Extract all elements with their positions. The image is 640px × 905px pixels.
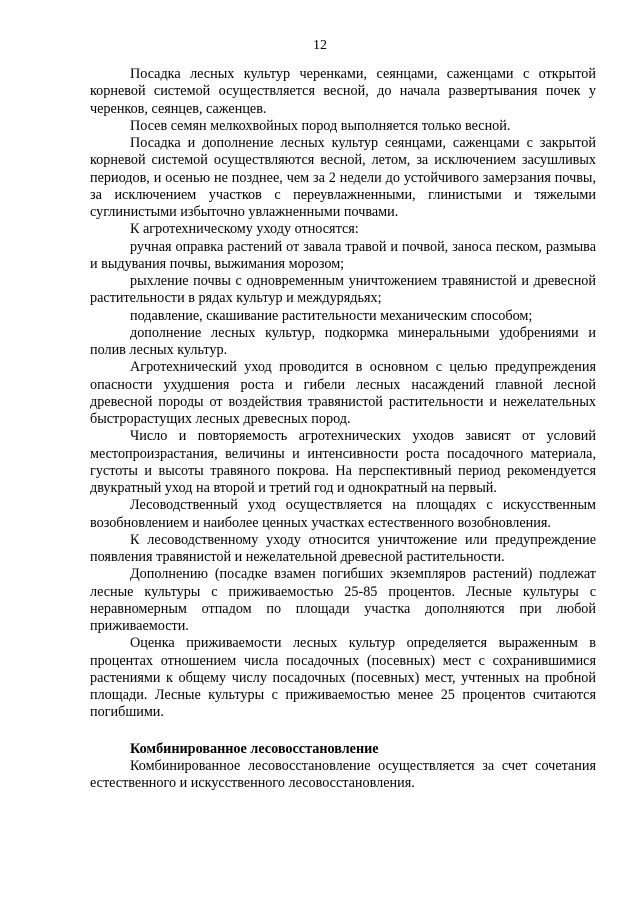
section-heading: Комбинированное лесовосстановление [130,740,379,757]
list-item-manual-adjustment: ручная оправка растений от завала травой и почвой, заноса песком, размыва и выдувания почвы, выжимания морозом; [90,238,596,272]
paragraph-silvicultural-care: Лесоводственный уход осуществляется на площадях с искусственным возобновлением и наиболее ценных участках естественного возобновления. [90,497,596,531]
document-body [90,66,596,792]
list-item-supplementing-fertilizing: дополнение лесных культур, подкормка минеральными удобрениями и полив лесных культур. [90,324,596,358]
paragraph-supplementing: Дополнению (посадке взамен погибших экземпляров растений) подлежат лесные культуры с приживаемостью 25-85 процентов. Лесные культуры с неравномерным отпадом по площади участка дополняются при любой приживаемости. [90,566,596,634]
paragraph-planting-open-roots: Посадка лесных культур черенками, сеянцами, саженцами с открытой корневой системой осуществляется весной, до начала развертывания почек у черенков, сеянцев, саженцев. [90,66,596,117]
paragraph-care-frequency: Число и повторяемость агротехнических уходов зависят от условий местопроизрастания, величины и интенсивности роста посадочного материала, густоты и высоты травяного покрова. На перспективный период рекомендуется двукратный уход на второй и третий год и однократный на первый. [90,428,596,496]
paragraph-silvicultural-care-scope: К лесоводственному уходу относится уничтожение или предупреждение появления травянистой и нежелательной древесной растительности. [90,531,596,565]
section-paragraph: Комбинированное лесовосстановление осуществляется за счет сочетания естественного и искусственного лесовосстановления. [90,757,596,791]
list-item-soil-loosening: рыхление почвы с одновременным уничтожением травянистой и древесной растительности в рядах культур и междурядьях; [90,273,596,307]
paragraph-sowing-seeds: Посев семян мелкохвойных пород выполняется только весной. [130,117,511,134]
list-item-vegetation-suppression: подавление, скашивание растительности механическим способом; [130,307,533,324]
page-number: 12 [313,38,327,53]
paragraph-agrotech-care-purpose: Агротехнический уход проводится в основном с целью предупреждения опасности ухудшения роста и гибели лесных насаждений главной лесной древесной породы от воздействия травянистой растительности и нежелательных быстрорастущих лесных древесных пород. [90,359,596,427]
paragraph-agrotech-care-intro: К агротехническому уходу относятся: [130,221,359,238]
paragraph-planting-closed-roots: Посадка и дополнение лесных культур сеянцами, саженцами с закрытой корневой системой осуществляются весной, летом, за исключением засушливых периодов, и осенью не позднее, чем за 2 недели до устойчивого замерзания почвы, за исключением участков с переувлажненными, глинистыми и тяжелыми суглинистыми избыточно увлажненными почвами. [90,135,596,220]
paragraph-survival-assessment: Оценка приживаемости лесных культур определяется выраженным в процентах отношением числа посадочных (посевных) мест с сохранившимися растениями к общему числу посадочных (посевных) мест, учтенных на пробной площади. Лесные культуры с приживаемостью менее 25 процентов считаются погибшими. [90,635,596,721]
